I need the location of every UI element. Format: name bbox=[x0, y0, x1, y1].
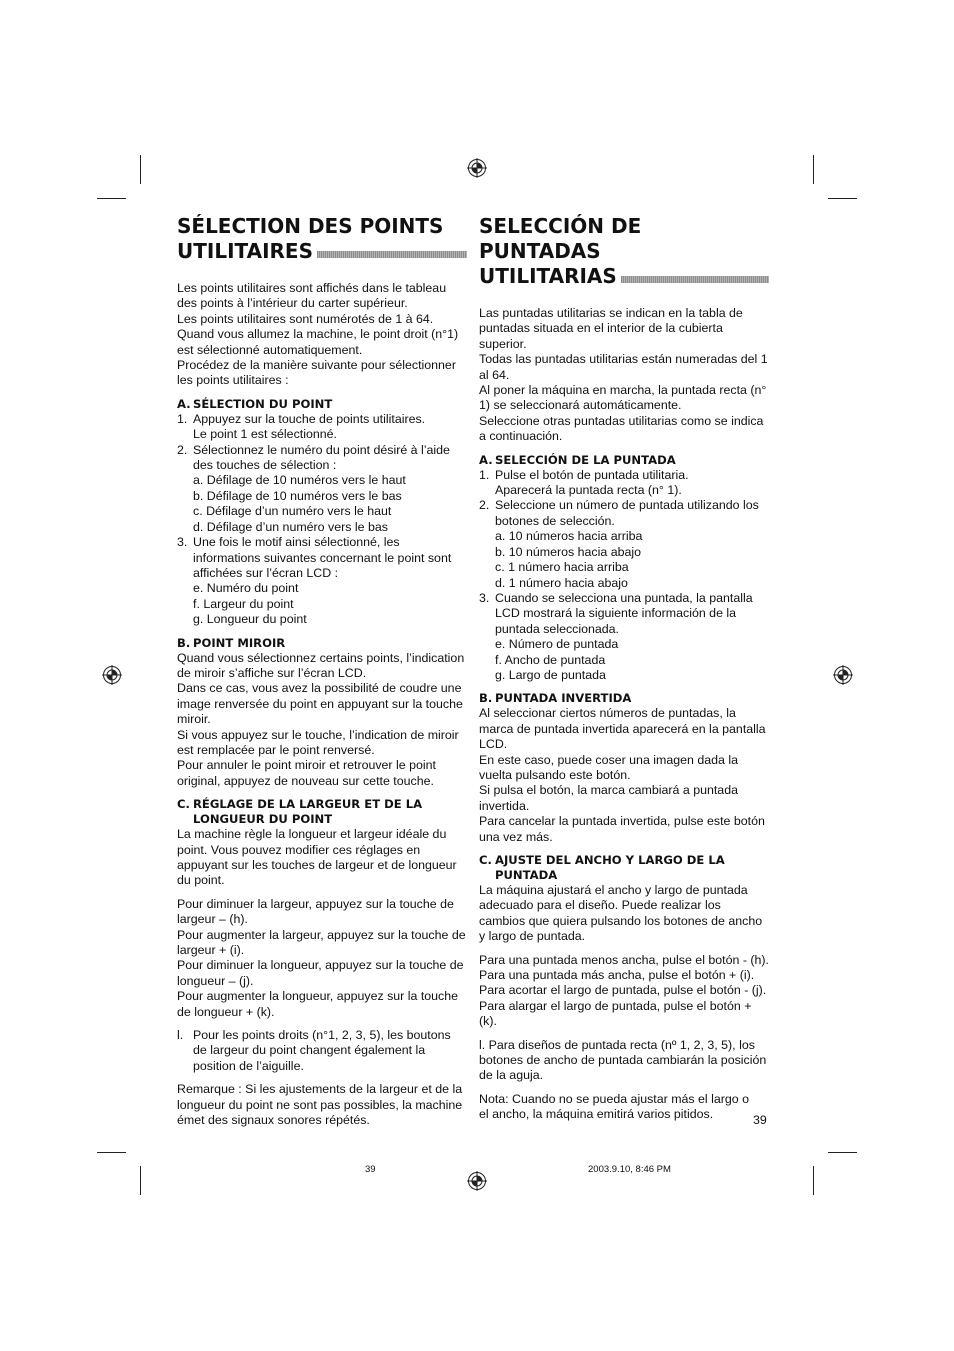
paragraph: Para acortar el largo de puntada, pulse el botón - (j). bbox=[479, 983, 767, 998]
sub-item: f. Largeur du point bbox=[193, 596, 294, 611]
sub-item: c. 1 número hacia arriba bbox=[495, 560, 629, 575]
spanish-section-b-heading: B. PUNTADA INVERTIDA bbox=[479, 691, 632, 706]
paragraph: l. Para diseños de puntada recta (nº 1, 2, 3, 5), los botones de ancho de puntada cambiarán la posición de la aguja. bbox=[479, 1037, 767, 1083]
list-item: 2. Seleccione un número de puntada utilizando los botones de selección. bbox=[479, 498, 759, 528]
spanish-intro-3: Al poner la máquina en marcha, la puntada recta (n° 1) se seleccionará automáticamente. bbox=[479, 383, 767, 413]
french-intro-2: Les points utilitaires sont numérotés de 1 à 64. bbox=[177, 311, 434, 326]
spanish-title bbox=[479, 214, 769, 289]
registration-mark-icon bbox=[102, 665, 122, 685]
footer-timestamp: 2003.9.10, 8:46 PM bbox=[588, 1164, 671, 1175]
paragraph: Pour augmenter la largeur, appuyez sur la touche de largeur + (i). bbox=[177, 927, 466, 958]
crop-mark bbox=[140, 155, 141, 184]
paragraph: Dans ce cas, vous avez la possibilité de coudre une image renversée du point en appuyant sur la touche miroir. bbox=[177, 681, 463, 727]
sub-item: g. Largo de puntada bbox=[495, 667, 606, 682]
sub-item: c. Défilage d’un numéro vers le haut bbox=[193, 504, 392, 519]
registration-mark-icon bbox=[467, 1171, 487, 1191]
crop-mark bbox=[813, 1166, 814, 1195]
french-intro-3: Quand vous allumez la machine, le point droit (n°1) est sélectionné automatiquement. bbox=[177, 327, 459, 357]
registration-mark-icon bbox=[467, 158, 487, 178]
registration-mark-icon bbox=[833, 665, 853, 685]
page-number: 39 bbox=[753, 1113, 767, 1127]
paragraph: Pour diminuer la largeur, appuyez sur la touche de largeur – (h). bbox=[177, 896, 454, 927]
crop-mark bbox=[97, 1152, 126, 1153]
list-item: 1. Appuyez sur la touche de points utilitaires. Le point 1 est sélectionné. bbox=[177, 411, 426, 442]
spanish-column bbox=[479, 214, 769, 1123]
sub-item: d. Défilage d’un numéro vers le bas bbox=[193, 519, 388, 534]
spanish-intro-1: Las puntadas utilitarias se indican en la tabla de puntadas situada en el interior de la cubierta superior. bbox=[479, 306, 743, 351]
paragraph: Quand vous sélectionnez certains points, l’indication de miroir s’affiche sur l’écran LCD. bbox=[177, 650, 465, 680]
remark: Remarque : Si les ajustements de la largeur et de la longueur du point ne sont pas possibles, la machine émet des signaux sonores répétés. bbox=[177, 1082, 463, 1128]
list-item: l. Pour les points droits (n°1, 2, 3, 5), les boutons de largeur du point changent également la position de l’aiguille. bbox=[177, 1028, 451, 1073]
paragraph: Si pulsa el botón, la marca cambiará a puntada invertida. bbox=[479, 783, 738, 813]
list-item: 2. Sélectionnez le numéro du point désiré à l’aide des touches de sélection : bbox=[177, 442, 450, 473]
crop-mark bbox=[97, 198, 126, 199]
paragraph: Pour diminuer la longueur, appuyez sur la touche de longueur – (j). bbox=[177, 958, 464, 988]
paragraph: Para una puntada menos ancha, pulse el botón - (h). bbox=[479, 952, 769, 967]
sub-item: g. Longueur du point bbox=[193, 612, 307, 627]
sub-item: d. 1 número hacia abajo bbox=[495, 575, 628, 590]
paragraph: Al seleccionar ciertos números de puntadas, la marca de puntada invertida aparecerá en la pantalla LCD. bbox=[479, 706, 766, 752]
crop-mark bbox=[813, 155, 814, 184]
french-column bbox=[177, 214, 467, 1129]
remark: Nota: Cuando no se pueda ajustar más el largo o el ancho, la máquina emitirá varios pitidos. bbox=[479, 1091, 750, 1122]
crop-mark bbox=[828, 198, 857, 199]
french-section-b-heading: B. POINT MIROIR bbox=[177, 635, 286, 650]
paragraph: Para una puntada más ancha, pulse el botón + (i). bbox=[479, 968, 755, 983]
sub-item: e. Número de puntada bbox=[495, 637, 619, 652]
sub-item: b. 10 números hacia abajo bbox=[495, 544, 642, 559]
list-item: 3. Une fois le motif ainsi sélectionné, les informations suivantes concernant le point sont affichées sur l’écran LCD : bbox=[177, 535, 452, 580]
paragraph: Para cancelar la puntada invertida, pulse este botón una vez más. bbox=[479, 814, 765, 844]
french-title bbox=[177, 214, 467, 264]
spanish-section-c-heading: C. AJUSTE DEL ANCHO Y LARGO DE LA PUNTADA bbox=[479, 853, 725, 882]
spanish-title-line2: UTILITARIAS bbox=[479, 264, 617, 288]
paragraph: Pour augmenter la longueur, appuyez sur la touche de longueur + (k). bbox=[177, 989, 459, 1019]
paragraph: En este caso, puede coser una imagen dada la vuelta pulsando este botón. bbox=[479, 752, 739, 782]
spanish-intro-2: Todas las puntadas utilitarias están numeradas del 1 al 64. bbox=[479, 352, 768, 382]
sub-item: b. Défilage de 10 numéros vers le bas bbox=[193, 488, 402, 503]
french-section-c-heading: C. RÉGLAGE DE LA LARGEUR ET DE LA LONGUEUR DU POINT bbox=[177, 797, 423, 827]
paragraph: Si vous appuyez sur le touche, l’indication de miroir est remplacée par le point renversé. bbox=[177, 727, 459, 757]
paragraph: Para alargar el largo de puntada, pulse el botón + (k). bbox=[479, 998, 752, 1029]
list-item: 1. Pulse el botón de puntada utilitaria. Aparecerá la puntada recta (n° 1). bbox=[479, 467, 689, 498]
sub-item: e. Numéro du point bbox=[193, 581, 299, 596]
spanish-section-a-heading: A. SELECCIÓN DE LA PUNTADA bbox=[479, 452, 676, 467]
crop-mark bbox=[140, 1166, 141, 1195]
french-title-line2: UTILITAIRES bbox=[177, 239, 313, 263]
french-section-a-heading: A. SÉLECTION DU POINT bbox=[177, 396, 333, 411]
sub-item: f. Ancho de puntada bbox=[495, 652, 606, 667]
footer-page: 39 bbox=[365, 1164, 376, 1175]
list-item: 3. Cuando se selecciona una puntada, la pantalla LCD mostrará la siguiente información de la puntada seleccionada. bbox=[479, 590, 753, 636]
title-rule bbox=[621, 276, 769, 283]
sub-item: a. Défilage de 10 numéros vers le haut bbox=[193, 473, 406, 488]
french-title-line1: SÉLECTION DES POINTS bbox=[177, 214, 444, 238]
paragraph: La máquina ajustará el ancho y largo de puntada adecuado para el diseño. Puede realizar los cambios que quiera pulsando los botones de ancho y largo de puntada. bbox=[479, 883, 763, 944]
spanish-intro-4: Seleccione otras puntadas utilitarias como se indica a continuación. bbox=[479, 413, 764, 444]
title-rule bbox=[317, 251, 467, 258]
crop-mark bbox=[828, 1152, 857, 1153]
french-intro-1: Les points utilitaires sont affichés dans le tableau des points à l’intérieur du carter supérieur. bbox=[177, 281, 447, 311]
spanish-title-line1: SELECCIÓN DE PUNTADAS bbox=[479, 214, 642, 263]
sub-item: a. 10 números hacia arriba bbox=[495, 529, 643, 544]
paragraph: Pour annuler le point miroir et retrouver le point original, appuyez de nouveau sur cette touche. bbox=[177, 758, 436, 788]
french-intro-4: Procédez de la manière suivante pour sélectionner les points utilitaires : bbox=[177, 358, 456, 388]
paragraph: La machine règle la longueur et largeur idéale du point. Vous pouvez modifier ces réglages en appuyant sur les touches de largeur et de longueur du point. bbox=[177, 827, 457, 888]
